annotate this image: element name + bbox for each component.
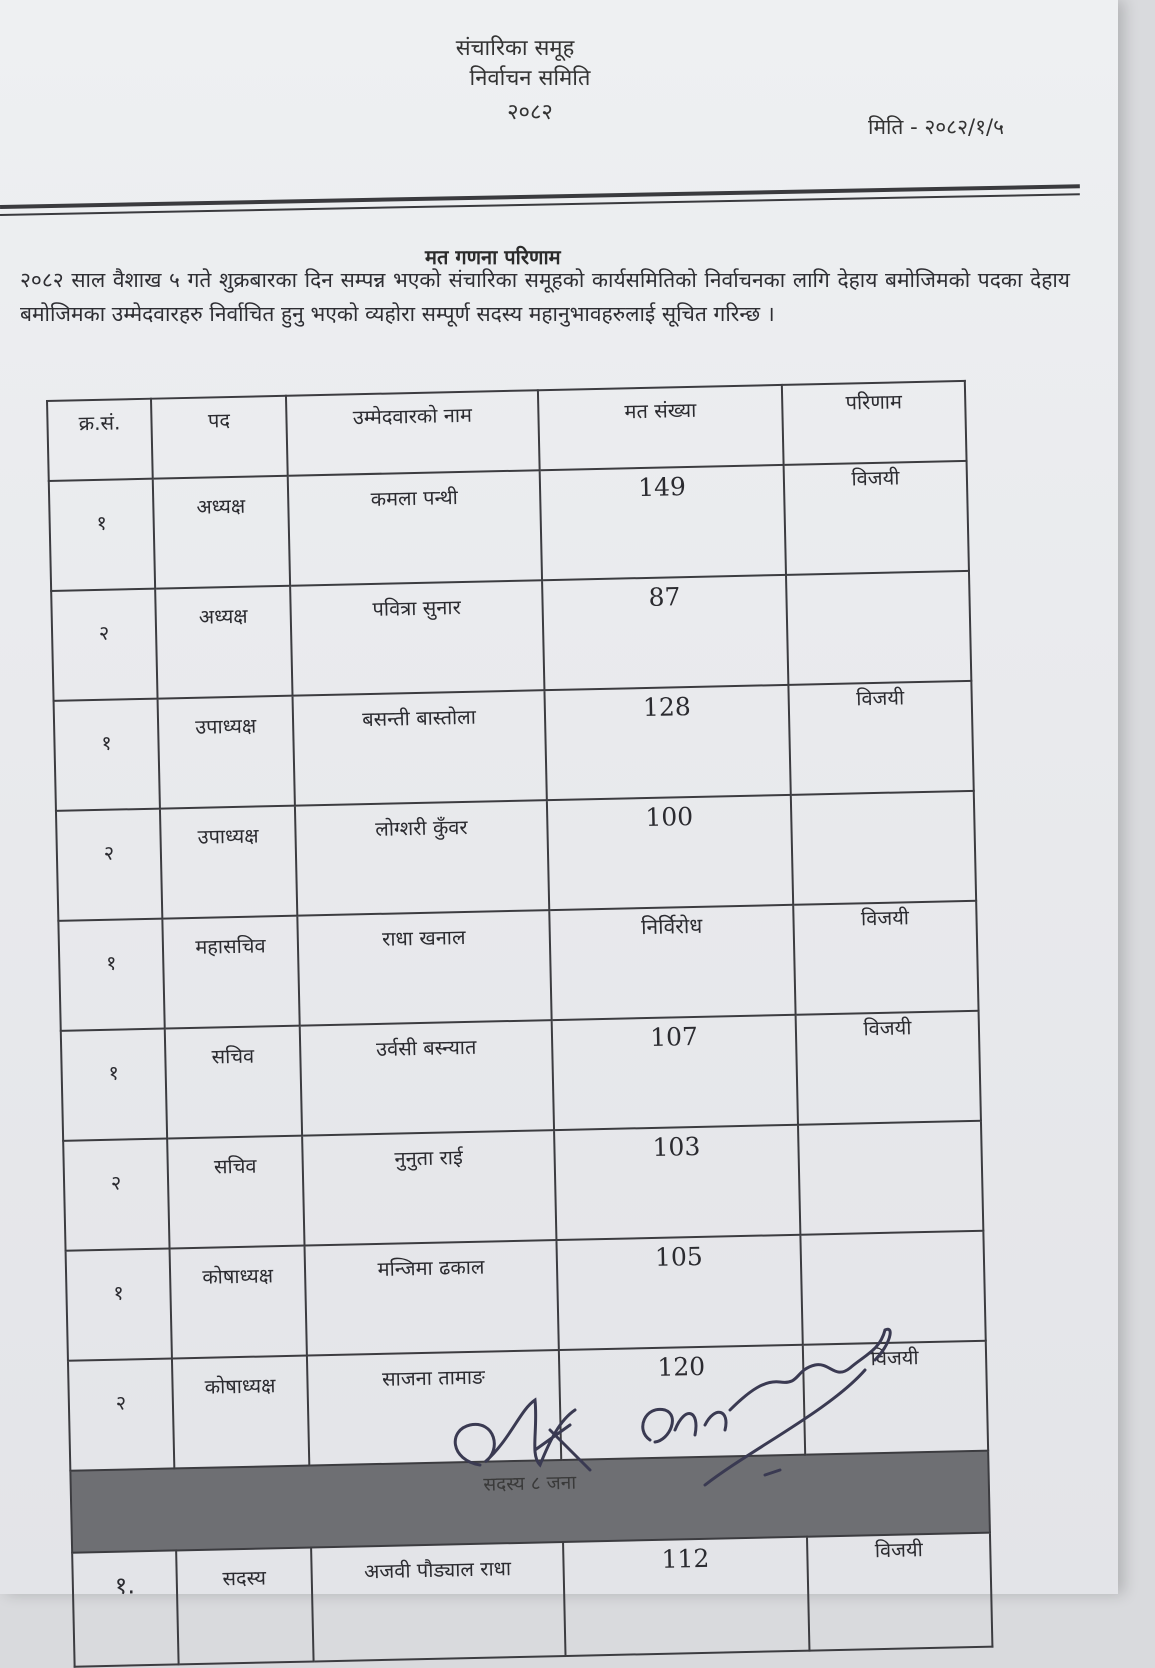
header-year: २०८२ xyxy=(507,100,553,125)
cell-result: विजयी xyxy=(807,1533,992,1651)
cell-post: सदस्य xyxy=(176,1547,313,1664)
cell-votes: 87 xyxy=(542,575,788,690)
cell-serial: १ xyxy=(61,1029,167,1141)
table-row xyxy=(63,1121,983,1251)
cell-serial: २ xyxy=(68,1358,174,1470)
notice-title: मत गणना परिणाम xyxy=(425,245,561,269)
cell-post: उपाध्यक्ष xyxy=(160,806,297,919)
table-row xyxy=(54,681,974,811)
cell-candidate: राधा खनाल xyxy=(297,910,551,1025)
cell-result: विजयी xyxy=(788,681,973,795)
cell-serial: १ xyxy=(58,919,164,1031)
cell-serial: २ xyxy=(51,589,157,701)
cell-post: अध्यक्ष xyxy=(153,476,290,589)
document-date: मिति - २०८२/१/५ xyxy=(868,115,1005,139)
cell-result: विजयी xyxy=(796,1011,981,1125)
cell-result: विजयी xyxy=(803,1341,988,1455)
header-candidate: उम्मेदवारको नाम xyxy=(286,390,540,475)
committee-name: निर्वाचन समिति xyxy=(469,66,591,91)
cell-post: सचिव xyxy=(167,1136,304,1249)
cell-post: उपाध्यक्ष xyxy=(158,696,295,809)
cell-post: अध्यक्ष xyxy=(155,586,292,699)
signature-right xyxy=(630,1310,930,1510)
cell-result xyxy=(791,791,976,905)
cell-serial: १. xyxy=(72,1550,178,1666)
cell-candidate: अजवी पौड्याल राधा xyxy=(311,1542,565,1661)
cell-votes: 120 xyxy=(559,1345,805,1460)
table-row xyxy=(51,571,971,701)
cell-candidate: पवित्रा सुनार xyxy=(290,580,544,695)
cell-votes: निर्विरोध xyxy=(549,905,795,1020)
cell-candidate: उर्वसी बस्न्यात xyxy=(300,1020,554,1135)
header-serial: क्र.सं. xyxy=(47,399,153,481)
cell-result: विजयी xyxy=(784,461,969,575)
cell-votes: 107 xyxy=(552,1015,798,1130)
cell-serial: १ xyxy=(54,699,160,811)
cell-votes: 128 xyxy=(544,685,790,800)
header-post: पद xyxy=(151,396,288,479)
cell-post: सचिव xyxy=(165,1026,302,1139)
cell-votes: 149 xyxy=(540,465,786,580)
section-label: सदस्य ८ जना xyxy=(70,1451,990,1553)
cell-post: कोषाध्यक्ष xyxy=(170,1246,307,1359)
signature-left xyxy=(440,1370,610,1490)
cell-serial: १ xyxy=(49,479,155,591)
cell-votes: 112 xyxy=(563,1537,809,1656)
header-result: परिणाम xyxy=(782,381,967,465)
cell-post: कोषाध्यक्ष xyxy=(172,1356,309,1469)
cell-serial: २ xyxy=(63,1139,169,1251)
table-row xyxy=(72,1533,992,1667)
cell-votes: 105 xyxy=(556,1235,802,1350)
cell-candidate: साजना तामाङ xyxy=(307,1350,561,1465)
cell-candidate: नुनुता राई xyxy=(302,1130,556,1245)
cell-candidate: कमला पन्थी xyxy=(288,470,542,585)
cell-candidate: मन्जिमा ढकाल xyxy=(305,1240,559,1355)
cell-serial: १ xyxy=(66,1249,172,1361)
notice-body: २०८२ साल वैशाख ५ गते शुक्रबारका दिन सम्पन्न भएको संचारिका समूहको कार्यसमितिको निर्वाचनका लागि देहाय बमोजिमको पदका देहाय बमोजिमका उम्मेदवारहरु निर्वाचित हुनु भएको व्यहोरा सम्पूर्ण सदस्य महानुभावहरुलाई सूचित गरिन्छ । xyxy=(20,268,1070,326)
cell-votes: 103 xyxy=(554,1125,800,1240)
table-row xyxy=(61,1011,981,1141)
cell-result xyxy=(798,1121,983,1235)
cell-votes: 100 xyxy=(547,795,793,910)
cell-serial: २ xyxy=(56,809,162,921)
table-row xyxy=(58,901,978,1031)
table-row xyxy=(56,791,976,921)
cell-candidate: बसन्ती बास्तोला xyxy=(293,690,547,805)
cell-post: महासचिव xyxy=(162,916,299,1029)
header-votes: मत संख्या xyxy=(538,385,784,470)
cell-candidate: लोग्शरी कुँवर xyxy=(295,800,549,915)
table-row xyxy=(49,461,969,591)
cell-result xyxy=(786,571,971,685)
cell-result: विजयी xyxy=(793,901,978,1015)
org-name: संचारिका समूह xyxy=(455,36,575,61)
